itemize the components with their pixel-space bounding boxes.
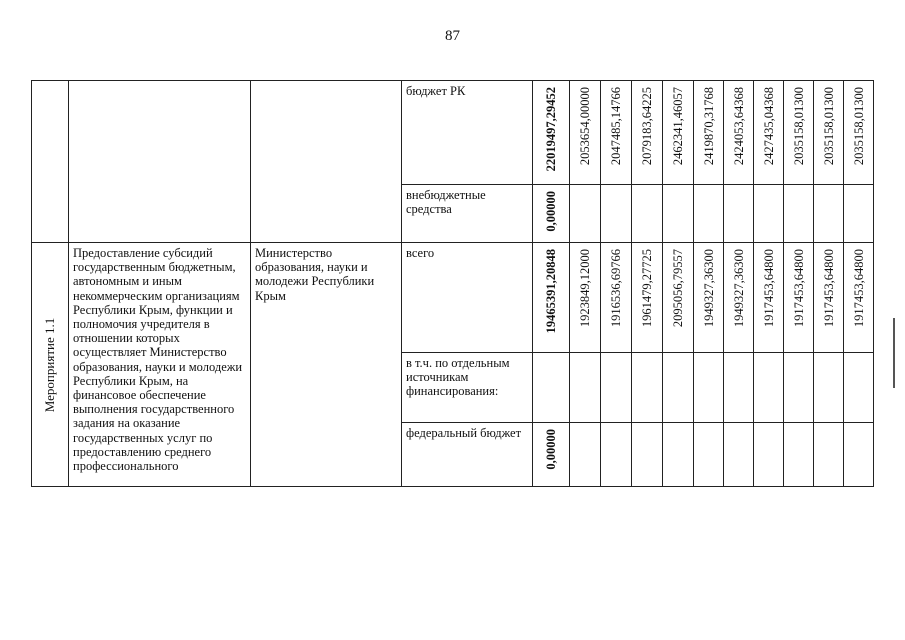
value-cell — [632, 353, 663, 423]
value-year: 1917453,64800 — [851, 249, 866, 328]
value-cell — [724, 353, 754, 423]
value-cell — [844, 185, 874, 243]
value-cell — [784, 243, 814, 353]
value-year: 1949327,36300 — [731, 249, 746, 328]
value-cell — [784, 185, 814, 243]
funding-source-cell: бюджет РК — [402, 81, 533, 185]
description-cell: Предоставление субсидий государственным бюджетным, автономным и иным некоммерческим организациям Республики Крым, функции и полномочия учредителя в отношении которых осуществляет Министерство образования, науки и молодежи Республики Крым, на финансовое обеспечение выполнения государственного задания на оказание государственных услуг по предоставлению среднего профессионального — [69, 243, 251, 487]
value-cell — [814, 185, 844, 243]
value-cell — [784, 81, 814, 185]
value-cell — [533, 423, 570, 487]
value-cell — [601, 185, 632, 243]
value-cell — [844, 423, 874, 487]
value-cell — [754, 353, 784, 423]
value-cell — [663, 81, 694, 185]
value-cell — [844, 81, 874, 185]
value-cell — [724, 81, 754, 185]
value-year: 1917453,64800 — [761, 249, 776, 328]
value-year: 2419870,31768 — [701, 87, 716, 166]
value-year: 1916536,69766 — [608, 249, 623, 328]
value-cell — [533, 185, 570, 243]
funding-source-cell: федеральный бюджет — [402, 423, 533, 487]
value-cell — [570, 185, 601, 243]
executor-cell — [251, 81, 402, 243]
value-cell — [694, 81, 724, 185]
value-cell — [754, 243, 784, 353]
value-cell — [570, 423, 601, 487]
value-cell — [814, 353, 844, 423]
value-year: 1961479,27725 — [639, 249, 654, 328]
value-cell — [601, 353, 632, 423]
value-cell — [814, 423, 844, 487]
budget-table — [31, 80, 874, 487]
value-total: 0,00000 — [543, 429, 558, 470]
value-cell — [570, 243, 601, 353]
value-total: 0,00000 — [543, 191, 558, 232]
value-year: 2462341,46057 — [670, 87, 685, 166]
value-cell — [694, 423, 724, 487]
value-year: 2424053,64368 — [731, 87, 746, 166]
value-cell — [754, 423, 784, 487]
table-row — [32, 81, 874, 185]
value-cell — [754, 185, 784, 243]
value-year: 1949327,36300 — [701, 249, 716, 328]
value-cell — [663, 243, 694, 353]
row-label-cell — [32, 81, 69, 243]
value-year: 2035158,01300 — [791, 87, 806, 166]
value-year: 2047485,14766 — [608, 87, 623, 166]
value-year: 2053654,00000 — [577, 87, 592, 166]
value-cell — [754, 81, 784, 185]
value-year: 2035158,01300 — [821, 87, 836, 166]
value-cell — [663, 353, 694, 423]
value-cell — [784, 423, 814, 487]
value-cell — [663, 423, 694, 487]
value-cell — [694, 353, 724, 423]
value-cell — [601, 423, 632, 487]
value-cell — [533, 243, 570, 353]
funding-source-cell: всего — [402, 243, 533, 353]
value-total: 19465391,20848 — [543, 249, 558, 334]
value-cell — [601, 81, 632, 185]
value-cell — [814, 81, 844, 185]
value-year: 1923849,12000 — [577, 249, 592, 328]
value-cell — [724, 423, 754, 487]
value-cell — [533, 81, 570, 185]
value-cell — [570, 81, 601, 185]
value-cell — [724, 185, 754, 243]
value-cell — [694, 243, 724, 353]
value-cell — [814, 243, 844, 353]
value-cell — [632, 423, 663, 487]
value-cell — [533, 353, 570, 423]
description-cell — [69, 81, 251, 243]
value-cell — [844, 243, 874, 353]
value-cell — [784, 353, 814, 423]
value-total: 22019497,29452 — [543, 87, 558, 172]
value-cell — [601, 243, 632, 353]
value-year: 2095056,79557 — [670, 249, 685, 328]
value-year: 2427435,04368 — [761, 87, 776, 166]
value-cell — [632, 81, 663, 185]
value-year: 1917453,64800 — [821, 249, 836, 328]
table-row — [32, 243, 874, 353]
value-cell — [724, 243, 754, 353]
value-cell — [632, 243, 663, 353]
value-year: 2035158,01300 — [851, 87, 866, 166]
value-cell — [694, 185, 724, 243]
value-year: 1917453,64800 — [791, 249, 806, 328]
value-cell — [632, 185, 663, 243]
row-label-cell — [32, 243, 69, 487]
funding-source-cell: в т.ч. по отдельным источникам финансирования: — [402, 353, 533, 423]
page-number: 87 — [445, 28, 460, 44]
value-cell — [844, 353, 874, 423]
measure-label: Мероприятие 1.1 — [41, 317, 57, 412]
value-year: 2079183,64225 — [639, 87, 654, 166]
funding-source-cell: внебюджетные средства — [402, 185, 533, 243]
value-cell — [663, 185, 694, 243]
value-cell — [570, 353, 601, 423]
scan-edge-mark — [893, 318, 895, 388]
executor-cell: Министерство образования, науки и молодежи Республики Крым — [251, 243, 402, 487]
